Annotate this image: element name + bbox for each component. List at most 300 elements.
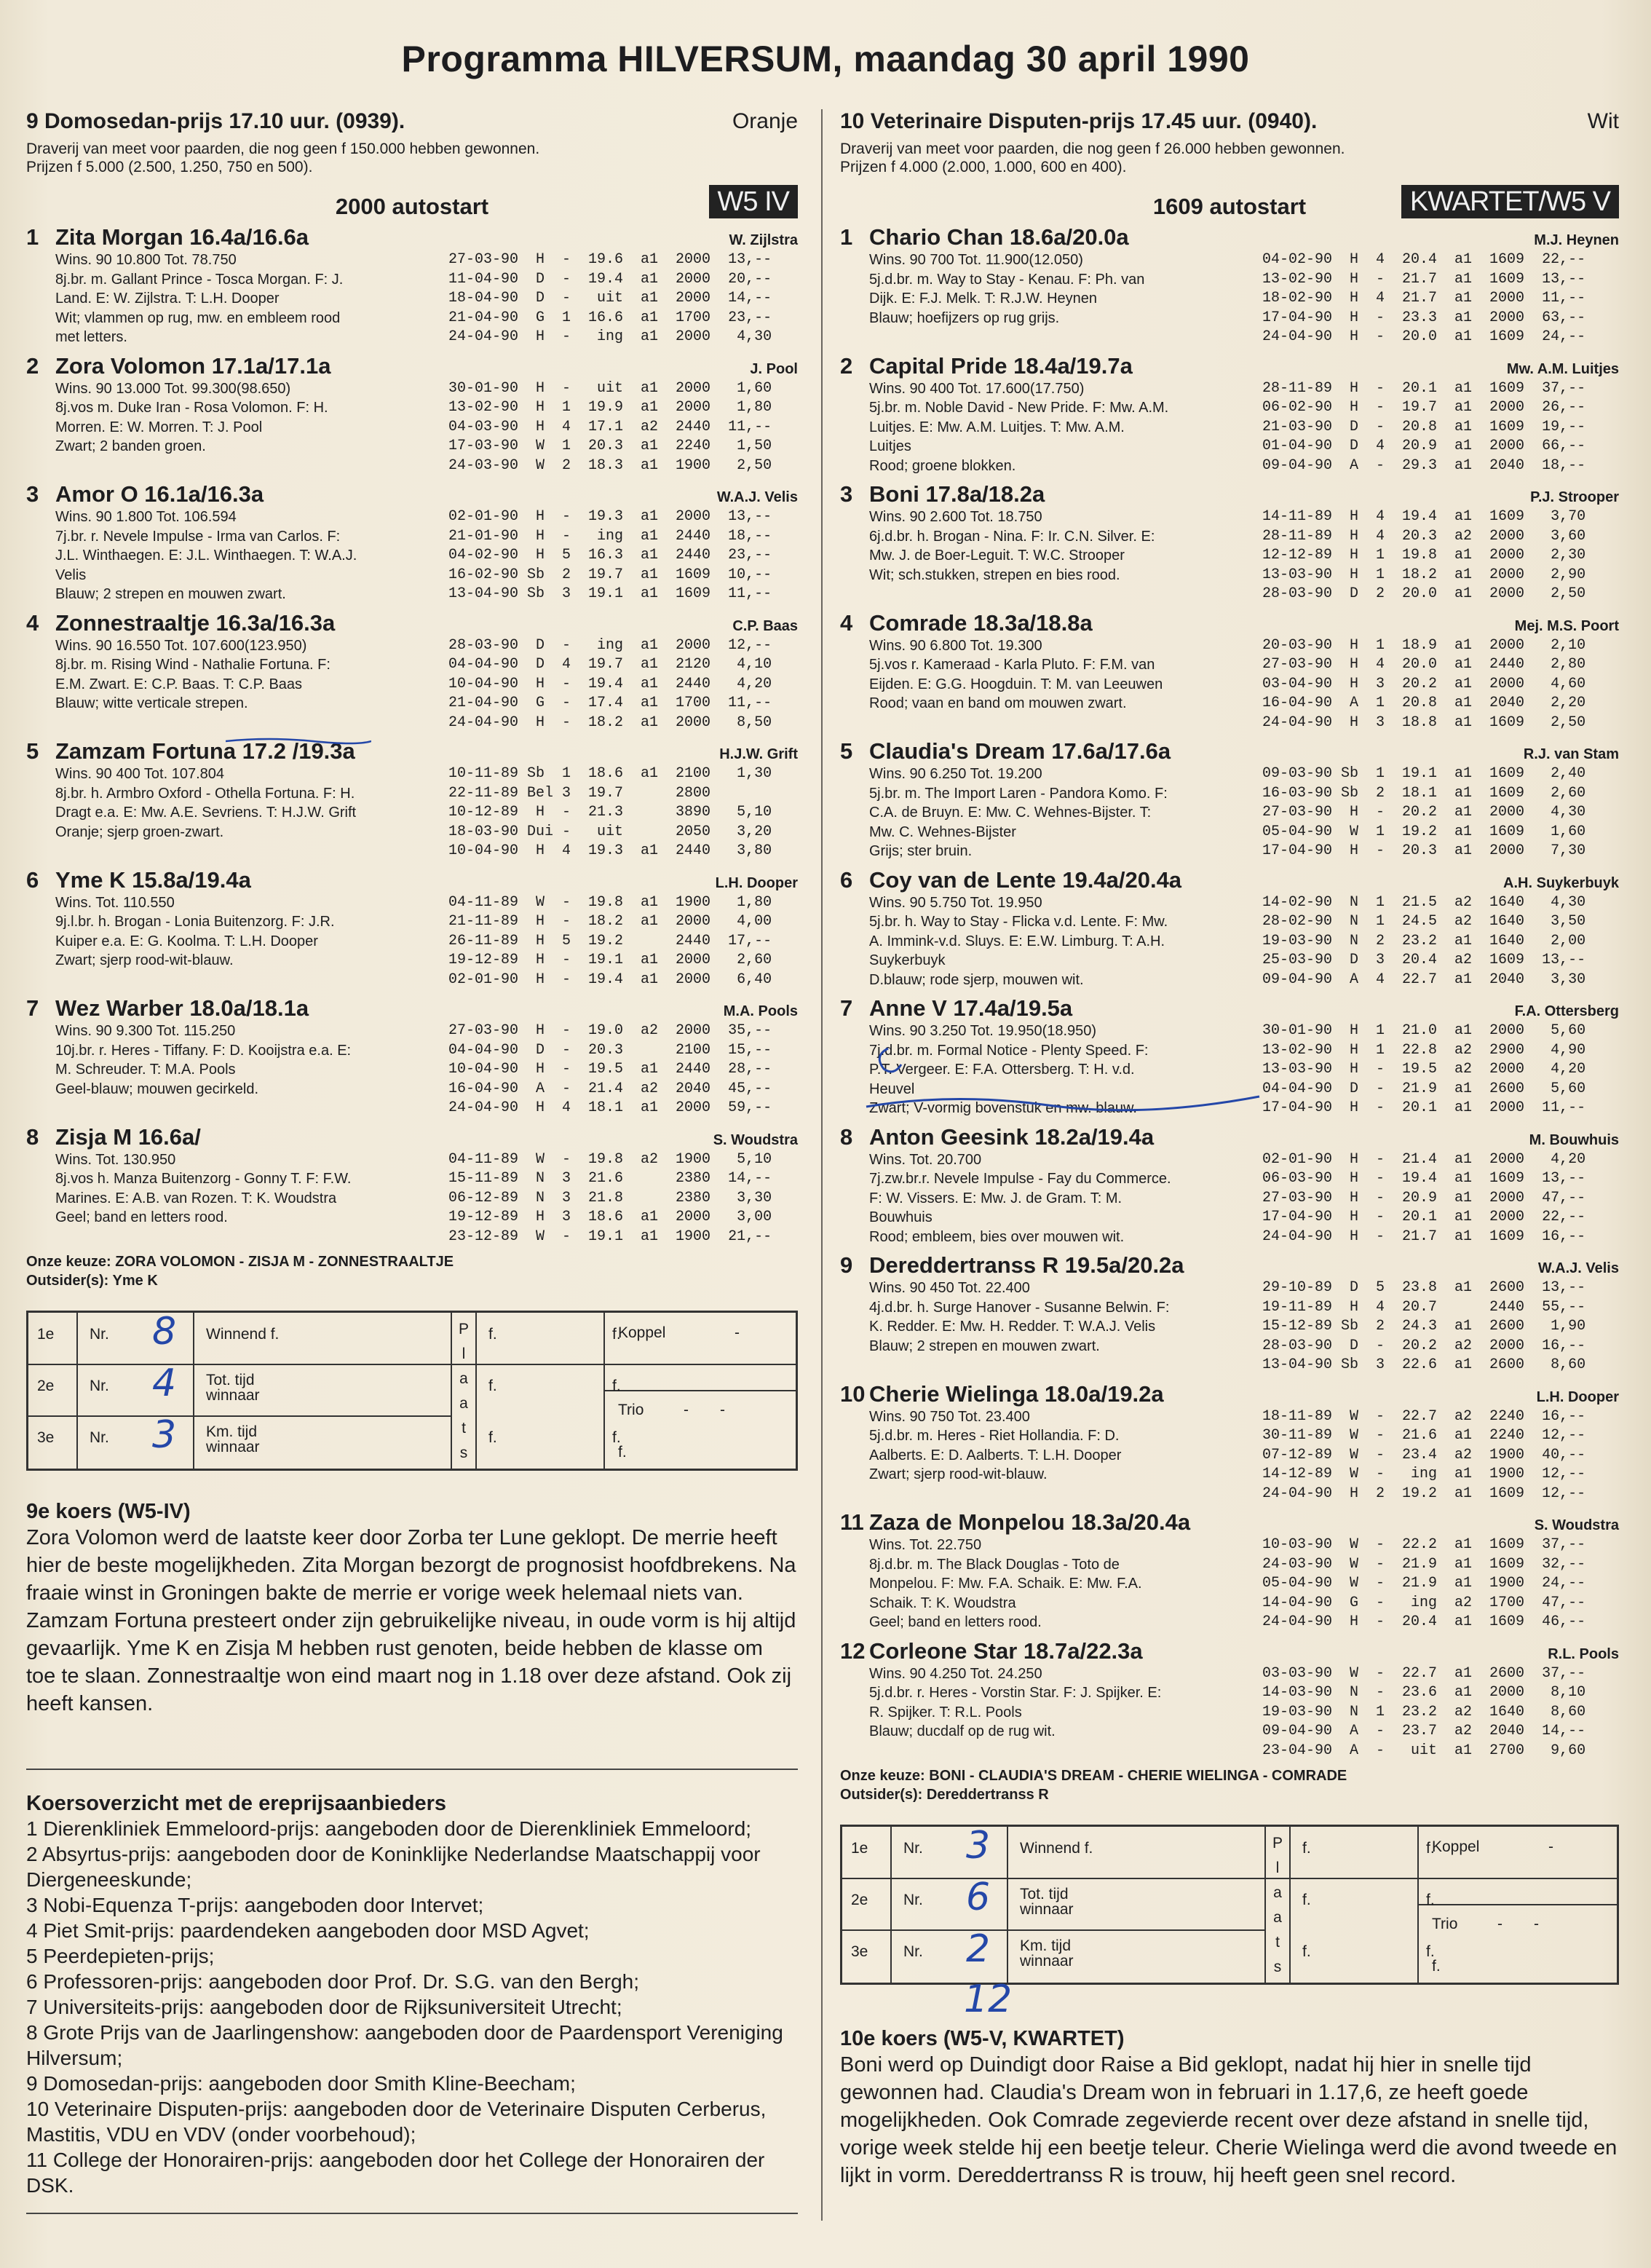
horse-result-line: 10-03-90 W - 22.2 a1 1609 37,-- xyxy=(1262,1536,1586,1553)
horse-result-line: 02-01-90 H - 21.4 a1 2000 4,20 xyxy=(1262,1150,1586,1168)
horse-results xyxy=(1262,1022,1619,1118)
horse-info xyxy=(840,636,1262,733)
horse-result-line: 23-12-89 W - 19.1 a1 1900 21,-- xyxy=(448,1228,772,1245)
horse-results xyxy=(448,1150,798,1247)
horse-result-line: 02-01-90 H - 19.3 a1 2000 13,-- xyxy=(448,508,772,525)
outsider-text: Outsider(s): Dereddertranss R xyxy=(840,1787,1049,1803)
section-rule-bottom xyxy=(26,2213,798,2214)
horse-body xyxy=(840,764,1619,861)
horse-result-line: 07-12-89 W - 23.4 a2 1900 40,-- xyxy=(1262,1446,1586,1463)
handwritten-number: 3 xyxy=(966,1824,991,1868)
horse-result-line: 21-03-90 D - 20.8 a1 1609 19,-- xyxy=(1262,418,1586,435)
horse-result-line: 18-03-90 Dui - uit 2050 3,20 xyxy=(448,823,772,840)
trio-label: Trio xyxy=(618,1402,644,1418)
horse-body xyxy=(26,636,798,733)
overview-item: 3 Nobi-Equenza T-prijs: aangeboden door Intervet; xyxy=(26,1894,484,1916)
horse-info-line: Morren. E: W. Morren. T: J. Pool xyxy=(55,419,263,435)
horse-result-line: 13-03-90 H 1 18.2 a1 2000 2,90 xyxy=(1262,566,1586,583)
horse-header xyxy=(840,610,1619,636)
overview-item: 7 Universiteits-prijs: aangeboden door de Rijksuniversiteit Utrecht; xyxy=(26,1996,622,2018)
horse-info-line: Wins. 90 3.250 Tot. 19.950(18.950) xyxy=(869,1023,1097,1039)
horse-body xyxy=(840,893,1619,990)
horse-body xyxy=(840,250,1619,347)
horse-header xyxy=(26,738,798,764)
horse-result-line: 28-11-89 H 4 20.3 a2 2000 3,60 xyxy=(1262,527,1586,545)
horse-info-line: A. Immink-v.d. Sluys. E: E.W. Limburg. T: A.H. xyxy=(869,933,1165,949)
horse-result-line: 10-12-89 H - 21.3 3890 5,10 xyxy=(448,804,772,821)
horse-result-line: 06-12-89 N 3 21.8 2380 3,30 xyxy=(448,1189,772,1206)
horse-result-line: 13-03-90 H - 19.5 a2 2000 4,20 xyxy=(1262,1061,1586,1078)
horse-results xyxy=(1262,1536,1619,1632)
horse-result-line: 19-03-90 N 2 23.2 a1 1640 2,00 xyxy=(1262,932,1586,949)
horse-result-line: 13-02-90 H - 21.7 a1 1609 13,-- xyxy=(1262,270,1586,288)
horse-result-line: 24-03-90 W - 21.9 a1 1609 32,-- xyxy=(1262,1555,1586,1573)
horse-info xyxy=(26,379,448,476)
horse-info-line: Geel-blauw; mouwen gecirkeld. xyxy=(55,1080,259,1097)
horse-result-line: 13-02-90 H 1 22.8 a2 2900 4,90 xyxy=(1262,1041,1586,1059)
horse-info-line: D.blauw; rode sjerp, mouwen wit. xyxy=(869,971,1084,988)
horse-entry xyxy=(26,995,798,1118)
horse-header xyxy=(840,867,1619,893)
horse-results xyxy=(1262,893,1619,990)
horse-driver: Mej. M.S. Poort xyxy=(1514,617,1619,634)
horse-body xyxy=(840,636,1619,733)
race-title: 9 Domosedan-prijs 17.10 uur. (0939). xyxy=(26,109,405,133)
overview-item: 2 Absyrtus-prijs: aangeboden door de Koninklijke Nederlandse Maatschappij voor Diergeneeskunde; xyxy=(26,1843,761,1891)
horse-entry xyxy=(840,738,1619,861)
overview-item: 9 Domosedan-prijs: aangeboden door Smith Kline-Beecham; xyxy=(26,2072,576,2095)
horse-header xyxy=(840,995,1619,1022)
horse-info-line: Marines. E: A.B. van Rozen. T: K. Woudstra xyxy=(55,1190,337,1206)
horse-info-line: Grijs; ster bruin. xyxy=(869,843,973,859)
horse-driver: R.J. van Stam xyxy=(1523,746,1619,762)
horse-info-line: Dijk. E: F.J. Melk. T: R.J.W. Heynen xyxy=(869,291,1098,307)
horse-name: Zita Morgan 16.4a/16.6a xyxy=(55,224,309,250)
horse-result-line: 22-11-89 Bel 3 19.7 2800 xyxy=(448,784,711,802)
plaats-label: P l a a t s xyxy=(1272,1835,1283,1975)
horse-result-line: 14-02-90 N 1 21.5 a2 1640 4,30 xyxy=(1262,893,1586,911)
horse-entry xyxy=(840,224,1619,347)
horse-result-line: 09-04-90 A - 29.3 a1 2040 18,-- xyxy=(1262,457,1586,474)
horse-header xyxy=(26,224,798,250)
horse-body xyxy=(26,1150,798,1247)
choice-text: Onze keuze: BONI - CLAUDIA'S DREAM - CHERIE WIELINGA - COMRADE xyxy=(840,1768,1347,1784)
horse-body xyxy=(26,379,798,476)
horse-entry xyxy=(26,481,798,604)
horse-result-line: 14-04-90 G - ing a2 1700 47,-- xyxy=(1262,1594,1586,1611)
race-prizes: Prijzen f 5.000 (2.500, 1.250, 750 en 500). xyxy=(26,159,313,175)
horse-result-line: 01-04-90 D 4 20.9 a1 2000 66,-- xyxy=(1262,438,1586,454)
horse-info-line: Heuvel xyxy=(869,1080,915,1097)
horse-driver: S. Woudstra xyxy=(1534,1517,1619,1533)
section-rule xyxy=(26,1769,798,1770)
horse-info-line: Zwart; V-vormig bovenstuk en mw. blauw. xyxy=(869,1100,1137,1116)
horse-result-line: 13-04-90 Sb 3 19.1 a1 1609 11,-- xyxy=(448,585,772,602)
race-header xyxy=(26,109,798,134)
horse-name: Corleone Star 18.7a/22.3a xyxy=(869,1637,1143,1664)
horse-number: 1 xyxy=(26,224,39,250)
horse-info xyxy=(26,636,448,733)
horse-driver: S. Woudstra xyxy=(713,1131,798,1148)
horse-result-line: 14-03-90 N - 23.6 a1 2000 8,10 xyxy=(1262,1684,1586,1701)
koers-text: Boni werd op Duindigt door Raise a Bid geklopt, nadat hij hier in snelle tijd gewonnen had. Claudia's Dream won in februari in 1.17,6, ze heeft goede mogelijkheden. Ook Comrade zegevierde recent over deze afstand in snelle tijd, vorige week stelde hij een beetje teleur. Cherie Wielinga werd die avond tweede en lijkt in vorm. Dereddertranss R is trouw, hij heeft geen snel record. xyxy=(840,2053,1618,2187)
horse-result-line: 05-04-90 W 1 19.2 a1 1609 1,60 xyxy=(1262,823,1586,840)
horse-result-line: 21-04-90 G - 17.4 a1 1700 11,-- xyxy=(448,695,772,711)
horse-info-line: 5j.vos r. Kameraad - Karla Pluto. F: F.M. van xyxy=(869,657,1155,673)
horse-info-line: Zwart; sjerp rood-wit-blauw. xyxy=(55,952,234,968)
horse-result-line: 04-04-90 D - 21.9 a1 2600 5,60 xyxy=(1262,1080,1586,1097)
horse-info-line: Wins. 90 2.600 Tot. 18.750 xyxy=(869,509,1042,525)
horse-driver: H.J.W. Grift xyxy=(719,746,798,762)
horse-result-line: 18-11-89 W - 22.7 a2 2240 16,-- xyxy=(1262,1407,1586,1425)
horse-body xyxy=(840,1536,1619,1632)
horse-header xyxy=(840,1509,1619,1536)
horse-result-line: 27-03-90 H 4 20.0 a1 2440 2,80 xyxy=(1262,656,1586,673)
horse-results xyxy=(1262,250,1619,347)
horse-result-line: 11-04-90 D - 19.4 a1 2000 20,-- xyxy=(448,270,772,288)
horse-info-line: Kuiper e.a. E: G. Koolma. T: L.H. Dooper xyxy=(55,933,318,949)
horse-header xyxy=(840,738,1619,764)
race-title: 10 Veterinaire Disputen-prijs 17.45 uur. (0940). xyxy=(840,109,1318,133)
horse-number: 2 xyxy=(840,352,853,379)
horse-name: Chario Chan 18.6a/20.0a xyxy=(869,224,1129,250)
horse-entry xyxy=(26,1124,798,1247)
horse-info xyxy=(840,379,1262,476)
horse-info xyxy=(26,1150,448,1247)
horse-name: Yme K 15.8a/19.4a xyxy=(55,866,251,893)
horse-result-line: 24-04-90 H 3 18.8 a1 1609 2,50 xyxy=(1262,714,1586,731)
overview-list xyxy=(26,1816,798,2198)
horse-result-line: 20-03-90 H 1 18.9 a1 2000 2,10 xyxy=(1262,636,1586,654)
trio-f: f. xyxy=(618,1444,627,1461)
horse-info-line: Luitjes xyxy=(869,438,911,454)
start-row xyxy=(26,185,798,218)
horse-info-line: 4j.d.br. h. Surge Hanover - Susanne Belwin. F: xyxy=(869,1299,1170,1316)
trio-dash-1: - xyxy=(1497,1916,1502,1932)
horse-info-line: 8j.d.br. m. The Black Douglas - Toto de xyxy=(869,1556,1120,1573)
horse-header xyxy=(840,481,1619,507)
koppel-dash: - xyxy=(735,1324,740,1341)
horse-info-line: 5j.br. h. Way to Stay - Flicka v.d. Lente. F: Mw. xyxy=(869,914,1168,930)
horse-entry xyxy=(840,867,1619,990)
horse-result-line: 04-02-90 H 4 20.4 a1 1609 22,-- xyxy=(1262,251,1586,268)
horse-info-line: Blauw; 2 strepen en mouwen zwart. xyxy=(55,586,286,602)
horse-result-line: 04-04-90 D 4 19.7 a1 2120 4,10 xyxy=(448,656,772,673)
place-label: 3e xyxy=(37,1429,55,1446)
horse-info-line: Blauw; witte verticale strepen. xyxy=(55,695,248,711)
horse-info-line: Wins. 90 400 Tot. 107.804 xyxy=(55,766,225,782)
horse-header xyxy=(26,481,798,507)
horse-info-line: Wins. Tot. 130.950 xyxy=(55,1151,176,1168)
place-label: 1e xyxy=(37,1326,55,1343)
nr-label: Nr. xyxy=(903,1840,923,1857)
horse-result-line: 26-11-89 H 5 19.2 2440 17,-- xyxy=(448,932,772,949)
horse-result-line: 09-04-90 A - 23.7 a2 2040 14,-- xyxy=(1262,1723,1586,1739)
horse-info-line: Wit; vlammen op rug, mw. en embleem rood xyxy=(55,309,341,326)
race-color: Wit xyxy=(1587,109,1619,133)
horse-info-line: Wins. 90 13.000 Tot. 99.300(98.650) xyxy=(55,380,291,397)
horse-result-line: 27-03-90 H - 19.0 a2 2000 35,-- xyxy=(448,1022,772,1039)
horse-driver: R.L. Pools xyxy=(1548,1645,1619,1662)
horse-header xyxy=(26,610,798,636)
trio-f: f. xyxy=(1432,1958,1441,1975)
horse-result-line: 28-11-89 H - 20.1 a1 1609 37,-- xyxy=(1262,379,1586,397)
koers-title: 10e koers (W5-V, KWARTET) xyxy=(840,2027,1125,2050)
horse-name: Boni 17.8a/18.2a xyxy=(869,481,1045,507)
horse-header xyxy=(840,1381,1619,1407)
horse-results xyxy=(1262,764,1619,861)
place-label: 3e xyxy=(851,1943,868,1960)
horse-info-line: 7j.br. r. Nevele Impulse - Irma van Carlos. F: xyxy=(55,528,341,545)
horse-driver: A.H. Suykerbuyk xyxy=(1503,874,1619,891)
bet-type-badge: W5 IV xyxy=(709,185,798,218)
horse-result-line: 24-04-90 H - ing a1 2000 4,30 xyxy=(448,328,772,345)
horse-info-line: met letters. xyxy=(55,329,127,345)
horse-body xyxy=(840,1279,1619,1375)
horse-info-line: Blauw; ducdalf op de rug wit. xyxy=(869,1723,1056,1739)
horse-entry xyxy=(840,1124,1619,1247)
horse-entry xyxy=(840,1638,1619,1761)
horse-header xyxy=(840,353,1619,379)
horse-name: Capital Pride 18.4a/19.7a xyxy=(869,352,1133,379)
trio-dash-1: - xyxy=(684,1402,689,1418)
our-choice xyxy=(840,1766,1619,1804)
horse-body xyxy=(840,379,1619,476)
horse-results xyxy=(1262,1664,1619,1761)
horse-list xyxy=(26,224,798,1246)
horse-number: 2 xyxy=(26,352,39,379)
start-type: 1609 autostart xyxy=(1152,194,1307,219)
horse-header xyxy=(840,1638,1619,1664)
handwritten-number: 8 xyxy=(152,1310,177,1354)
horse-number: 12 xyxy=(840,1637,866,1664)
horse-result-line: 30-11-89 W - 21.6 a1 2240 12,-- xyxy=(1262,1427,1586,1444)
horse-info-line: Mw. C. Wehnes-Bijster xyxy=(869,823,1016,840)
horse-results xyxy=(448,250,798,347)
horse-info-line: Geel; band en letters rood. xyxy=(55,1209,228,1225)
horse-name: Dereddertranss R 19.5a/20.2a xyxy=(869,1252,1184,1278)
horse-result-line: 24-04-90 H 2 19.2 a1 1609 12,-- xyxy=(1262,1485,1586,1502)
horse-info-line: 5j.d.br. r. Heres - Vorstin Star. F: J. Spijker. E: xyxy=(869,1685,1162,1701)
horse-result-line: 15-11-89 N 3 21.6 2380 14,-- xyxy=(448,1170,772,1187)
horse-body xyxy=(26,250,798,347)
race-color: Oranje xyxy=(732,109,798,133)
horse-result-line: 18-02-90 H 4 21.7 a1 2000 11,-- xyxy=(1262,290,1586,307)
horse-result-line: 21-01-90 H - ing a1 2440 18,-- xyxy=(448,527,772,545)
payout-f: f. xyxy=(1426,1892,1435,1908)
horse-info-line: Wins. 90 6.800 Tot. 19.300 xyxy=(869,637,1042,654)
horse-info-line: Wins. 90 4.250 Tot. 24.250 xyxy=(869,1665,1042,1682)
horse-info-line: 8j.br. m. Rising Wind - Nathalie Fortuna. F: xyxy=(55,657,330,673)
horse-header xyxy=(26,1124,798,1150)
horse-info-line: 7j.zw.br.r. Nevele Impulse - Fay du Commerce. xyxy=(869,1171,1171,1187)
place-label: 2e xyxy=(851,1892,868,1908)
horse-name: Zamzam Fortuna 17.2 /19.3a xyxy=(55,738,355,764)
horse-info xyxy=(840,893,1262,990)
result-form xyxy=(840,1825,1619,1985)
horse-info-line: Schaik. T: K. Woudstra xyxy=(869,1595,1016,1611)
horse-driver: M. Bouwhuis xyxy=(1529,1131,1619,1148)
horse-info-line: 7j.d.br. m. Formal Notice - Plenty Speed. F: xyxy=(869,1042,1149,1059)
pen-scribble xyxy=(859,1027,1267,1129)
horse-header xyxy=(26,995,798,1022)
horse-entry xyxy=(26,224,798,347)
handwritten-number: 4 xyxy=(152,1362,177,1405)
horse-driver: F.A. Ottersberg xyxy=(1514,1003,1619,1019)
plaats-f: f. xyxy=(488,1378,497,1394)
horse-body xyxy=(840,1150,1619,1247)
page-title: Programma HILVERSUM, maandag 30 april 1990 xyxy=(401,39,1250,79)
payout-f: f. xyxy=(612,1378,621,1394)
horse-result-line: 30-01-90 H 1 21.0 a1 2000 5,60 xyxy=(1262,1022,1586,1039)
horse-result-line: 04-11-89 W - 19.8 a2 1900 5,10 xyxy=(448,1150,772,1168)
horse-result-line: 13-04-90 Sb 3 22.6 a1 2600 8,60 xyxy=(1262,1356,1586,1373)
horse-result-line: 02-01-90 H - 19.4 a1 2000 6,40 xyxy=(448,971,772,988)
horse-header xyxy=(26,353,798,379)
horse-body xyxy=(840,507,1619,604)
horse-info-line: 5j.d.br. m. Way to Stay - Kenau. F: Ph. van xyxy=(869,271,1145,288)
horse-results xyxy=(448,764,798,861)
horse-result-line: 27-03-90 H - 20.9 a1 2000 47,-- xyxy=(1262,1189,1586,1206)
horse-result-line: 15-12-89 Sb 2 24.3 a1 2600 1,90 xyxy=(1262,1318,1586,1335)
horse-header xyxy=(840,224,1619,250)
race-conditions: Draverij van meet voor paarden, die nog geen f 150.000 hebben gewonnen. xyxy=(26,141,540,157)
horse-result-line: 16-04-90 A - 21.4 a2 2040 45,-- xyxy=(448,1080,772,1097)
horse-info-line: Luitjes. E: Mw. A.M. Luitjes. T: Mw. A.M. xyxy=(869,419,1125,435)
horse-name: Wez Warber 18.0a/18.1a xyxy=(55,995,309,1021)
start-type: 2000 autostart xyxy=(335,194,489,219)
horse-header xyxy=(840,1252,1619,1279)
horse-result-line: 03-04-90 H 3 20.2 a1 2000 4,60 xyxy=(1262,675,1586,692)
horse-number: 5 xyxy=(840,738,853,764)
overview-item: 6 Professoren-prijs: aangeboden door Prof. Dr. S.G. van den Bergh; xyxy=(26,1970,640,1993)
overview-item: 8 Grote Prijs van de Jaarlingenshow: aangeboden door de Paardensport Vereniging Hilversum; xyxy=(26,2021,783,2069)
plaats-f: f. xyxy=(1302,1943,1311,1960)
payout-f: f. xyxy=(612,1326,621,1343)
horse-result-line: 27-03-90 H - 19.6 a1 2000 13,-- xyxy=(448,251,772,268)
horse-info-line: Wins. 90 10.800 Tot. 78.750 xyxy=(55,252,237,268)
horse-info-line: Suykerbuyk xyxy=(869,952,946,968)
horse-number: 5 xyxy=(26,738,39,764)
race-prizes: Prijzen f 4.000 (2.000, 1.000, 600 en 400). xyxy=(840,159,1127,175)
horse-info-line: Bouwhuis xyxy=(869,1209,933,1225)
horse-result-line: 21-04-90 G 1 16.6 a1 1700 23,-- xyxy=(448,309,772,326)
place-label: 1e xyxy=(851,1840,868,1857)
horse-results xyxy=(448,893,798,990)
horse-entry xyxy=(840,481,1619,604)
horse-driver: L.H. Dooper xyxy=(715,874,798,891)
horse-info xyxy=(26,507,448,604)
horse-info-line: Wins. 90 450 Tot. 22.400 xyxy=(869,1280,1030,1296)
horse-number: 1 xyxy=(840,224,853,250)
horse-info-line: Rood; groene blokken. xyxy=(869,457,1016,474)
horse-info-line: Oranje; sjerp groen-zwart. xyxy=(55,823,224,840)
horse-number: 9 xyxy=(840,1252,853,1278)
race-9-column xyxy=(26,109,798,2214)
horse-result-line: 19-12-89 H - 19.1 a1 2000 2,60 xyxy=(448,952,772,968)
horse-info-line: Wins. Tot. 20.700 xyxy=(869,1151,982,1168)
horse-info-line: 8j.vos h. Manza Buitenzorg - Gonny T. F: F.W. xyxy=(55,1171,352,1187)
horse-result-line: 09-03-90 Sb 1 19.1 a1 1609 2,40 xyxy=(1262,765,1586,782)
horse-results xyxy=(448,507,798,604)
handwritten-note: 12 xyxy=(964,1977,1013,2021)
horse-info-line: P.T. Vergeer. E: F.A. Ottersberg. T: H. v.d. xyxy=(869,1062,1135,1078)
horse-results xyxy=(1262,1279,1619,1375)
horse-name: Zora Volomon 17.1a/17.1a xyxy=(55,352,331,379)
bet-type-badge: KWARTET/W5 V xyxy=(1401,185,1619,218)
horse-driver: M.A. Pools xyxy=(723,1003,798,1019)
nr-label: Nr. xyxy=(90,1378,109,1394)
koers-title: 9e koers (W5-IV) xyxy=(26,1500,191,1523)
horse-info xyxy=(840,1150,1262,1247)
place-label: 2e xyxy=(37,1378,55,1394)
horse-result-line: 27-03-90 H - 20.2 a1 2000 4,30 xyxy=(1262,804,1586,821)
horse-body xyxy=(840,1664,1619,1761)
horse-driver: Mw. A.M. Luitjes xyxy=(1506,360,1619,377)
horse-number: 10 xyxy=(840,1380,866,1407)
race-conditions: Draverij van meet voor paarden, die nog geen f 26.000 hebben gewonnen. xyxy=(840,141,1345,157)
horse-info-line: 8j.vos m. Duke Iran - Rosa Volomon. F: H. xyxy=(55,400,328,416)
horse-results xyxy=(1262,379,1619,476)
winnend-label: Winnend f. xyxy=(1020,1840,1093,1857)
horse-entry xyxy=(26,867,798,990)
horse-info-line: Aalberts. E: D. Aalberts. T: L.H. Dooper xyxy=(869,1447,1122,1463)
koppel-label: Koppel xyxy=(618,1324,666,1341)
horse-header xyxy=(26,867,798,893)
km-tijd-label: Km. tijd winnaar xyxy=(206,1423,260,1455)
overview-item: 1 Dierenkliniek Emmeloord-prijs: aangeboden door de Dierenkliniek Emmeloord; xyxy=(26,1817,752,1840)
horse-info xyxy=(840,764,1262,861)
horse-result-line: 05-04-90 W - 21.9 a1 1900 24,-- xyxy=(1262,1575,1586,1592)
horse-info xyxy=(26,1022,448,1118)
horse-number: 8 xyxy=(840,1123,853,1150)
horse-body xyxy=(26,507,798,604)
horse-entry xyxy=(840,353,1619,476)
horse-number: 7 xyxy=(840,995,853,1021)
horse-name: Comrade 18.3a/18.8a xyxy=(869,609,1093,636)
horse-results xyxy=(1262,1150,1619,1247)
horse-result-line: 14-11-89 H 4 19.4 a1 1609 3,70 xyxy=(1262,508,1586,525)
plaats-f: f. xyxy=(1302,1892,1311,1908)
horse-result-line: 10-04-90 H 4 19.3 a1 2440 3,80 xyxy=(448,842,772,859)
horse-info-line: K. Redder. E: Mw. H. Redder. T: W.A.J. Velis xyxy=(869,1319,1156,1335)
tot-tijd-label: Tot. tijd winnaar xyxy=(1020,1886,1074,1918)
payout-f: f. xyxy=(1426,1943,1435,1960)
trio-label: Trio xyxy=(1432,1916,1458,1932)
horse-info xyxy=(840,1407,1262,1504)
horse-result-line: 04-11-89 W - 19.8 a1 1900 1,80 xyxy=(448,893,772,911)
horse-name: Amor O 16.1a/16.3a xyxy=(55,481,264,507)
horse-result-line: 17-03-90 W 1 20.3 a1 2240 1,50 xyxy=(448,438,772,454)
overview-item: 5 Peerdepieten-prijs; xyxy=(26,1945,215,1967)
koppel-dash: - xyxy=(1548,1838,1553,1855)
horse-result-line: 24-04-90 H - 21.7 a1 1609 16,-- xyxy=(1262,1228,1586,1245)
horse-result-line: 24-04-90 H - 20.0 a1 1609 24,-- xyxy=(1262,328,1586,345)
race-description xyxy=(26,140,798,176)
trio-dash-2: - xyxy=(720,1402,725,1418)
horse-number: 4 xyxy=(840,609,853,636)
race-description xyxy=(840,140,1619,176)
horse-result-line: 10-11-89 Sb 1 18.6 a1 2100 1,30 xyxy=(448,765,772,782)
horse-info-line: Rood; embleem, bies over mouwen wit. xyxy=(869,1228,1125,1245)
horse-result-line: 24-03-90 W 2 18.3 a1 1900 2,50 xyxy=(448,457,772,474)
plaats-f: f. xyxy=(488,1429,497,1446)
overview-title: Koersoverzicht met de ereprijsaanbieders xyxy=(26,1792,447,1815)
horse-body xyxy=(26,1022,798,1118)
horse-info-line: Wins. Tot. 110.550 xyxy=(55,894,175,911)
horse-info-line: Wins. 90 400 Tot. 17.600(17.750) xyxy=(869,380,1085,397)
handwritten-number: 3 xyxy=(152,1413,177,1457)
